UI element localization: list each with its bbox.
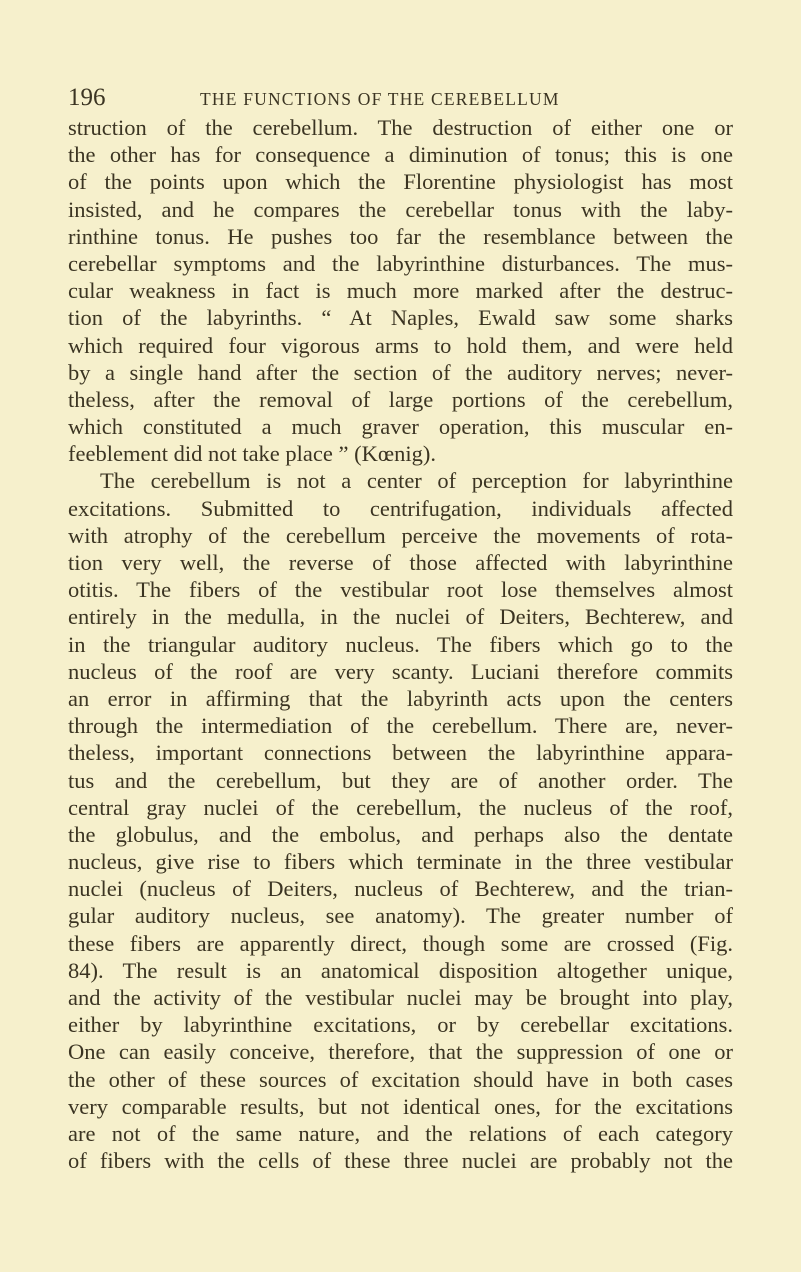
text-line: very comparable results, but not identical ones, for the excitations <box>68 1093 733 1119</box>
text-line: central gray nuclei of the cerebellum, the nucleus of the roof, <box>68 794 733 820</box>
text-line: the globulus, and the embolus, and perhaps also the dentate <box>68 821 733 847</box>
text-line: theless, after the removal of large portions of the cerebellum, <box>68 386 733 412</box>
text-line: feeblement did not take place ” (Kœnig). <box>68 441 436 467</box>
text-line: gular auditory nucleus, see anatomy). The greater number of <box>68 903 733 929</box>
text-line: the other has for consequence a diminution of tonus; this is one <box>68 142 733 168</box>
text-line: tion of the labyrinths. “ At Naples, Ewald saw some sharks <box>68 305 733 331</box>
text-line: either by labyrinthine excitations, or by cerebellar excitations. <box>68 1012 733 1038</box>
running-head-title: THE FUNCTIONS OF THE CEREBELLUM <box>200 89 560 109</box>
text-line: the other of these sources of excitation should have in both cases <box>68 1066 733 1092</box>
text-line: these fibers are apparently direct, though some are crossed (Fig. <box>68 930 733 956</box>
text-line: tus and the cerebellum, but they are of another order. The <box>68 767 733 793</box>
text-line: by a single hand after the section of the auditory nerves; never- <box>68 359 733 385</box>
text-line: 84). The result is an anatomical disposition altogether unique, <box>68 957 733 983</box>
text-line: nuclei (nucleus of Deiters, nucleus of Bechterew, and the trian- <box>68 876 733 902</box>
text-line: nucleus, give rise to fibers which terminate in the three vestibular <box>68 849 733 875</box>
text-line: The cerebellum is not a center of perception for labyrinthine <box>100 468 733 494</box>
text-line: otitis. The fibers of the vestibular root lose themselves almost <box>68 577 733 603</box>
text-line: with atrophy of the cerebellum perceive the movements of rota- <box>68 522 733 548</box>
text-line: insisted, and he compares the cerebellar tonus with the laby- <box>68 196 733 222</box>
text-line: through the intermediation of the cerebellum. There are, never- <box>68 713 733 739</box>
text-line: rinthine tonus. He pushes too far the resemblance between the <box>68 223 733 249</box>
text-line: of the points upon which the Florentine physiologist has most <box>68 169 733 195</box>
body-text <box>68 114 733 1174</box>
running-header <box>68 84 733 114</box>
text-line: and the activity of the vestibular nuclei may be brought into play, <box>68 985 733 1010</box>
text-line: theless, important connections between the labyrinthine appara- <box>68 740 733 766</box>
text-line: entirely in the medulla, in the nuclei of Deiters, Bechterew, and <box>68 604 733 630</box>
text-line: which required four vigorous arms to hold them, and were held <box>68 332 733 358</box>
text-line: are not of the same nature, and the relations of each category <box>68 1120 733 1146</box>
text-line: nucleus of the roof are very scanty. Luciani therefore commits <box>68 658 733 684</box>
text-line: struction of the cerebellum. The destruction of either one or <box>68 115 733 140</box>
text-line: an error in affirming that the labyrinth acts upon the centers <box>68 685 733 711</box>
text-line: in the triangular auditory nucleus. The fibers which go to the <box>68 631 733 657</box>
text-line: One can easily conceive, therefore, that the suppression of one or <box>68 1039 733 1065</box>
text-line: which constituted a much graver operation, this muscular en- <box>68 414 733 440</box>
text-line: excitations. Submitted to centrifugation, individuals affected <box>68 495 733 521</box>
text-line: tion very well, the reverse of those affected with labyrinthine <box>68 550 733 575</box>
page-number: 196 <box>68 84 106 111</box>
text-line: cerebellar symptoms and the labyrinthine disturbances. The mus- <box>68 250 733 276</box>
text-line: of fibers with the cells of these three nuclei are probably not the <box>68 1148 733 1174</box>
text-line: cular weakness in fact is much more marked after the destruc- <box>68 278 733 304</box>
